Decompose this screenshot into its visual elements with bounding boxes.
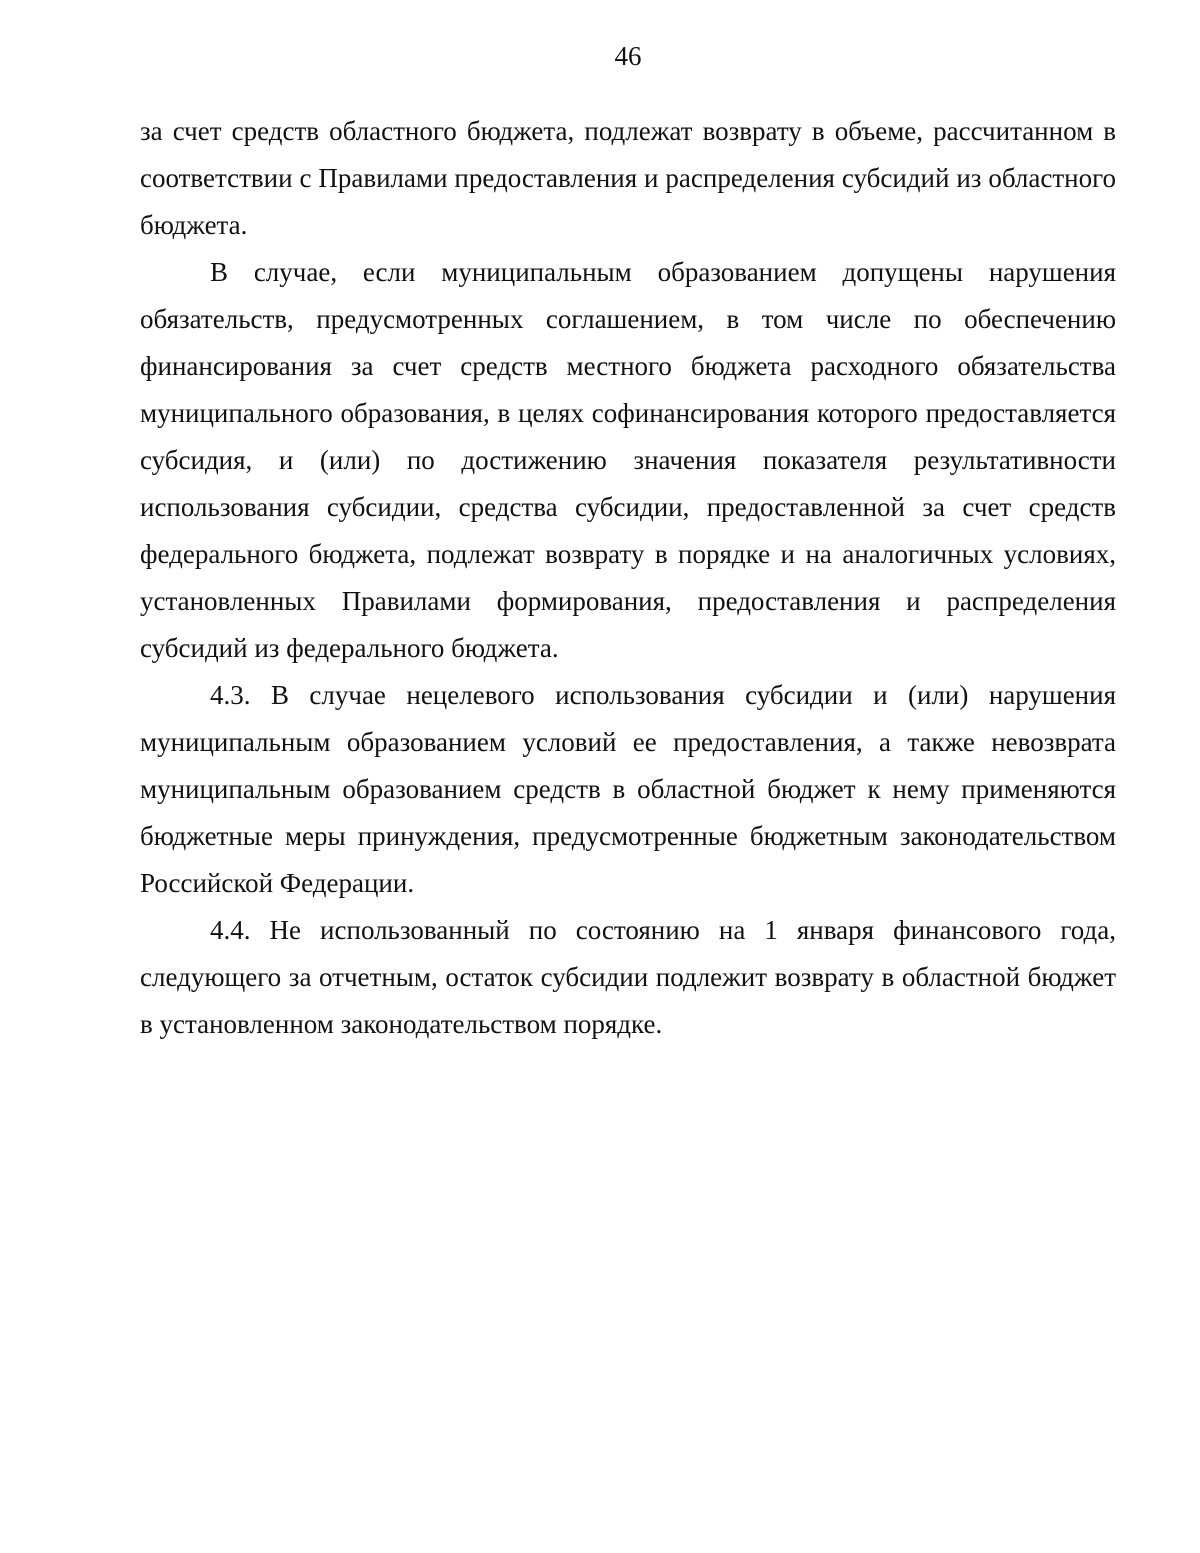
document-body (140, 108, 1116, 1048)
paragraph-violation-federal-funds: В случае, если муниципальным образованием допущены нарушения обязательств, предусмотренных соглашением, в том числе по обеспечению финансирования за счет средств местного бюджета расходного обязательства муниципального образования, в целях софинансирования которого предоставляется субсидия, и (или) по достижению значения показателя результативности использования субсидии, средства субсидии, предоставленной за счет средств федерального бюджета, подлежат возврату в порядке и на аналогичных условиях, установленных Правилами формирования, предоставления и распределения субсидий из федерального бюджета. (140, 257, 1116, 663)
page-number: 46 (614, 41, 642, 71)
paragraph-4-3-misuse-measures: 4.3. В случае нецелевого использования субсидии и (или) нарушения муниципальным образованием условий ее предоставления, а также невозврата муниципальным образованием средств в областной бюджет к нему применяются бюджетные меры принуждения, предусмотренные бюджетным законодательством Российской Федерации. (140, 680, 1116, 898)
paragraph-continuation: за счет средств областного бюджета, подлежат возврату в объеме, рассчитанном в соответствии с Правилами предоставления и распределения субсидий из областного бюджета. (140, 116, 1116, 240)
paragraph-4-4-unused-balance: 4.4. Не использованный по состоянию на 1 января финансового года, следующего за отчетным, остаток субсидии подлежит возврату в областной бюджет в установленном законодательством порядке. (140, 915, 1116, 1039)
